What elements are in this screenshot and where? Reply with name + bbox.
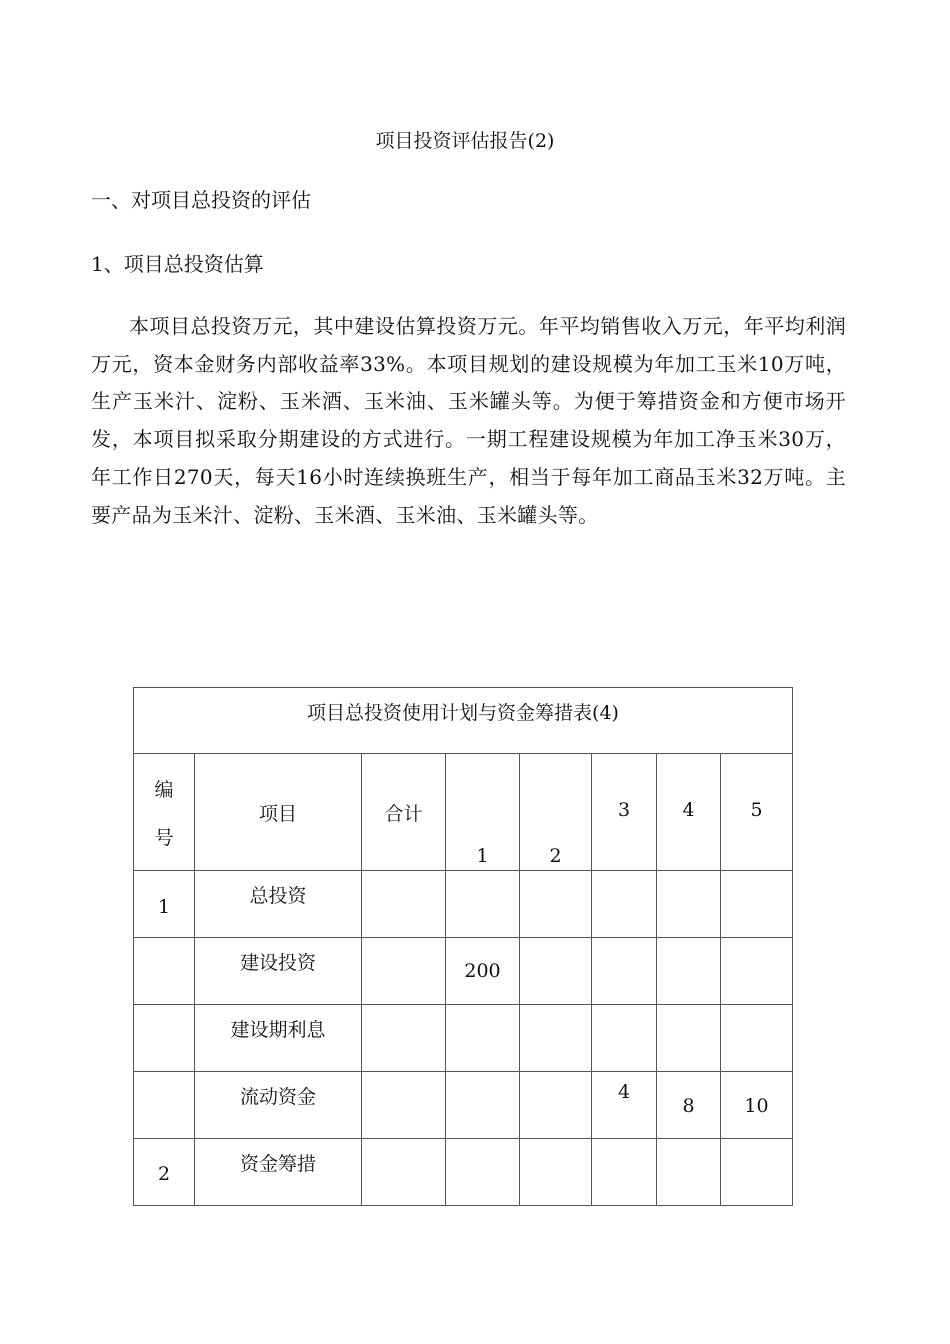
header-year-1-label: 1: [476, 845, 489, 867]
section-heading: 一、对项目总投资的评估: [91, 188, 311, 212]
header-total: [362, 754, 446, 871]
table-row: [134, 938, 793, 1005]
header-year-5-label: 5: [750, 799, 763, 821]
header-year-2: [520, 754, 592, 871]
row-item: 建设投资: [239, 952, 316, 974]
header-year-3: [592, 754, 657, 871]
header-year-1: [446, 754, 520, 871]
table-header-row: [134, 754, 793, 871]
table-caption: 项目总投资使用计划与资金筹措表(4): [307, 702, 619, 724]
subsection-heading: 1、项目总投资估算: [91, 252, 264, 276]
header-no-char-1: 编: [154, 779, 174, 801]
document-title: 项目投资评估报告(2): [375, 130, 555, 152]
table-row: [134, 1072, 793, 1139]
row-item: 资金筹措: [239, 1153, 316, 1175]
table-row: [134, 871, 793, 938]
table-row: [134, 1005, 793, 1072]
header-year-2-label: 2: [549, 845, 562, 867]
header-year-5: [721, 754, 793, 871]
row-item: 总投资: [249, 885, 307, 907]
row-no: 2: [157, 1163, 171, 1185]
header-no-char-2: 号: [154, 827, 174, 849]
header-total-label: 合计: [384, 803, 423, 825]
row-y1: 200: [464, 960, 501, 982]
row-item: 建设期利息: [230, 1019, 326, 1041]
table-row: [134, 1139, 793, 1206]
body-paragraph: 本项目总投资万元，其中建设估算投资万元。年平均销售收入万元，年平均利润万元，资本金财务内部收益率33%。本项目规划的建设规模为年加工玉米10万吨，生产玉米汁、淀粉、玉米酒、玉米油、玉米罐头等。为便于筹措资金和方便市场开发，本项目拟采取分期建设的方式进行。一期工程建设规模为年加工净玉米30万，年工作日270天，每天16小时连续换班生产，相当于每年加工商品玉米32万吨。主要产品为玉米汁、淀粉、玉米酒、玉米油、玉米罐头等。: [91, 314, 846, 527]
row-y4: 8: [682, 1095, 695, 1117]
row-item: 流动资金: [239, 1086, 316, 1108]
header-no: [134, 754, 195, 871]
investment-plan-table: [133, 687, 793, 1206]
row-no: 1: [157, 896, 171, 918]
row-y3: 4: [617, 1081, 631, 1103]
row-y5: 10: [744, 1095, 769, 1117]
header-item: [195, 754, 362, 871]
header-year-4: [657, 754, 721, 871]
header-year-4-label: 4: [682, 799, 695, 821]
header-item-label: 项目: [258, 803, 297, 825]
header-year-3-label: 3: [617, 799, 631, 821]
table-caption-cell: [134, 688, 793, 754]
